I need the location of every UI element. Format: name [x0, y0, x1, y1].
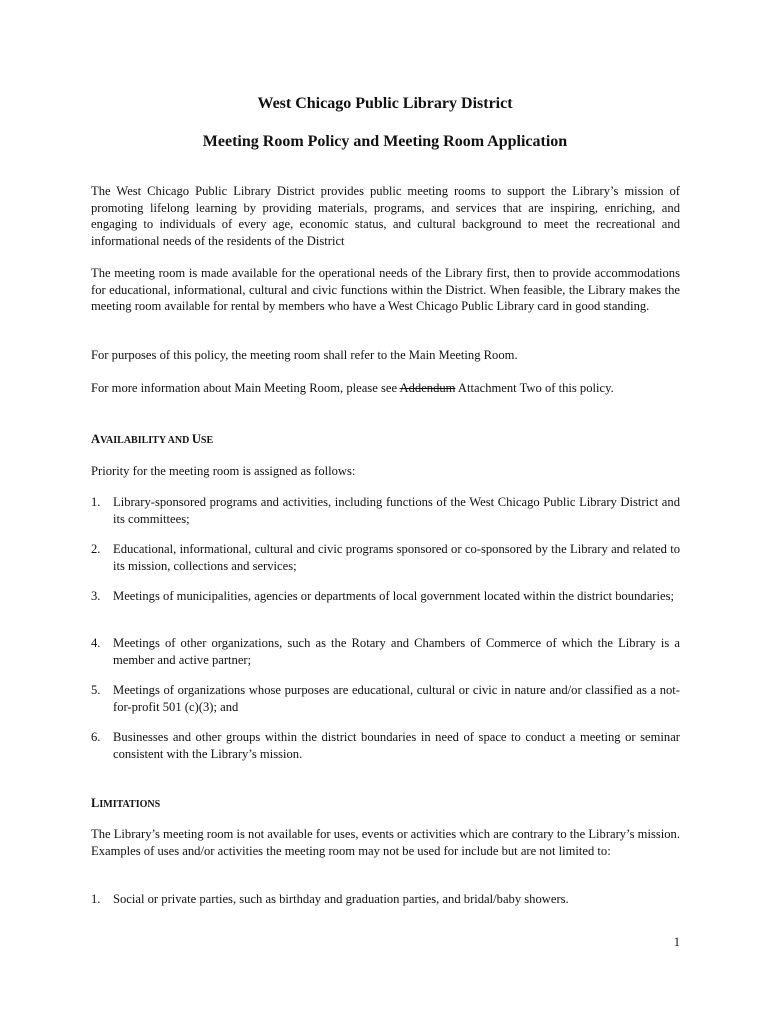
limitation-item-1 — [91, 891, 680, 908]
more-info-paragraph — [91, 380, 680, 397]
list-number: 2. — [91, 542, 101, 556]
more-info-suffix: Attachment Two of this policy. — [455, 381, 614, 395]
list-number: 6. — [91, 730, 101, 744]
list-number: 4. — [91, 636, 101, 650]
list-text: Meetings of organizations whose purposes are educational, cultural or civic in nature and/or classified as a not-for-profit 501 (c)(3); and — [113, 683, 680, 714]
list-text: Library-sponsored programs and activities, including functions of the West Chicago Public Library District and its committees; — [113, 495, 680, 526]
list-text: Businesses and other groups within the district boundaries in need of space to conduct a meeting or seminar consistent with the Library’s mission. — [113, 730, 680, 761]
priority-item-4 — [91, 635, 680, 668]
list-number: 5. — [91, 683, 101, 697]
limitations-heading: LIMITATIONS — [91, 796, 161, 810]
priority-item-3 — [91, 588, 680, 605]
list-text: Meetings of other organizations, such as the Rotary and Chambers of Commerce of which the Library is a member and active partner; — [113, 636, 680, 667]
list-number: 1. — [91, 495, 101, 509]
intro-paragraph-mission: The West Chicago Public Library District provides public meeting rooms to support the Library’s mission of promoting lifelong learning by providing materials, programs, and services that are inspiring, enriching, and engaging to individuals of every age, economic status, and cultural background to meet the recreational and informational needs of the residents of the District — [91, 184, 680, 248]
page-number: 1 — [673, 935, 680, 949]
availability-intro: Priority for the meeting room is assigned as follows: — [91, 464, 356, 478]
intro-paragraph-definition: For purposes of this policy, the meeting room shall refer to the Main Meeting Room. — [91, 348, 518, 362]
more-info-prefix: For more information about Main Meeting Room, please see — [91, 381, 400, 395]
list-number: 1. — [91, 892, 101, 906]
list-number: 3. — [91, 589, 101, 603]
priority-item-5 — [91, 682, 680, 715]
document-subtitle: Meeting Room Policy and Meeting Room Application — [202, 133, 568, 150]
document-title: West Chicago Public Library District — [257, 95, 513, 112]
priority-item-2 — [91, 541, 680, 574]
list-text: Meetings of municipalities, agencies or departments of local government located within the district boundaries; — [113, 589, 674, 603]
list-text: Social or private parties, such as birthday and graduation parties, and bridal/baby showers. — [113, 892, 569, 906]
priority-item-1 — [91, 494, 680, 527]
availability-heading: AVAILABILITY AND USE — [91, 432, 214, 446]
priority-item-6 — [91, 729, 680, 762]
limitations-intro: The Library’s meeting room is not available for uses, events or activities which are contrary to the Library’s mission. Examples of uses and/or activities the meeting room may not be used for include but are not limited to: — [91, 827, 680, 858]
intro-paragraph-availability: The meeting room is made available for the operational needs of the Library first, then to provide accommodations for educational, informational, cultural and civic functions within the District. When feasible, the Library makes the meeting room available for rental by members who have a West Chicago Public Library card in good standing. — [91, 266, 680, 313]
struck-text: Addendum — [399, 381, 456, 395]
list-text: Educational, informational, cultural and civic programs sponsored or co-sponsored by the Library and related to its mission, collections and services; — [113, 542, 680, 573]
